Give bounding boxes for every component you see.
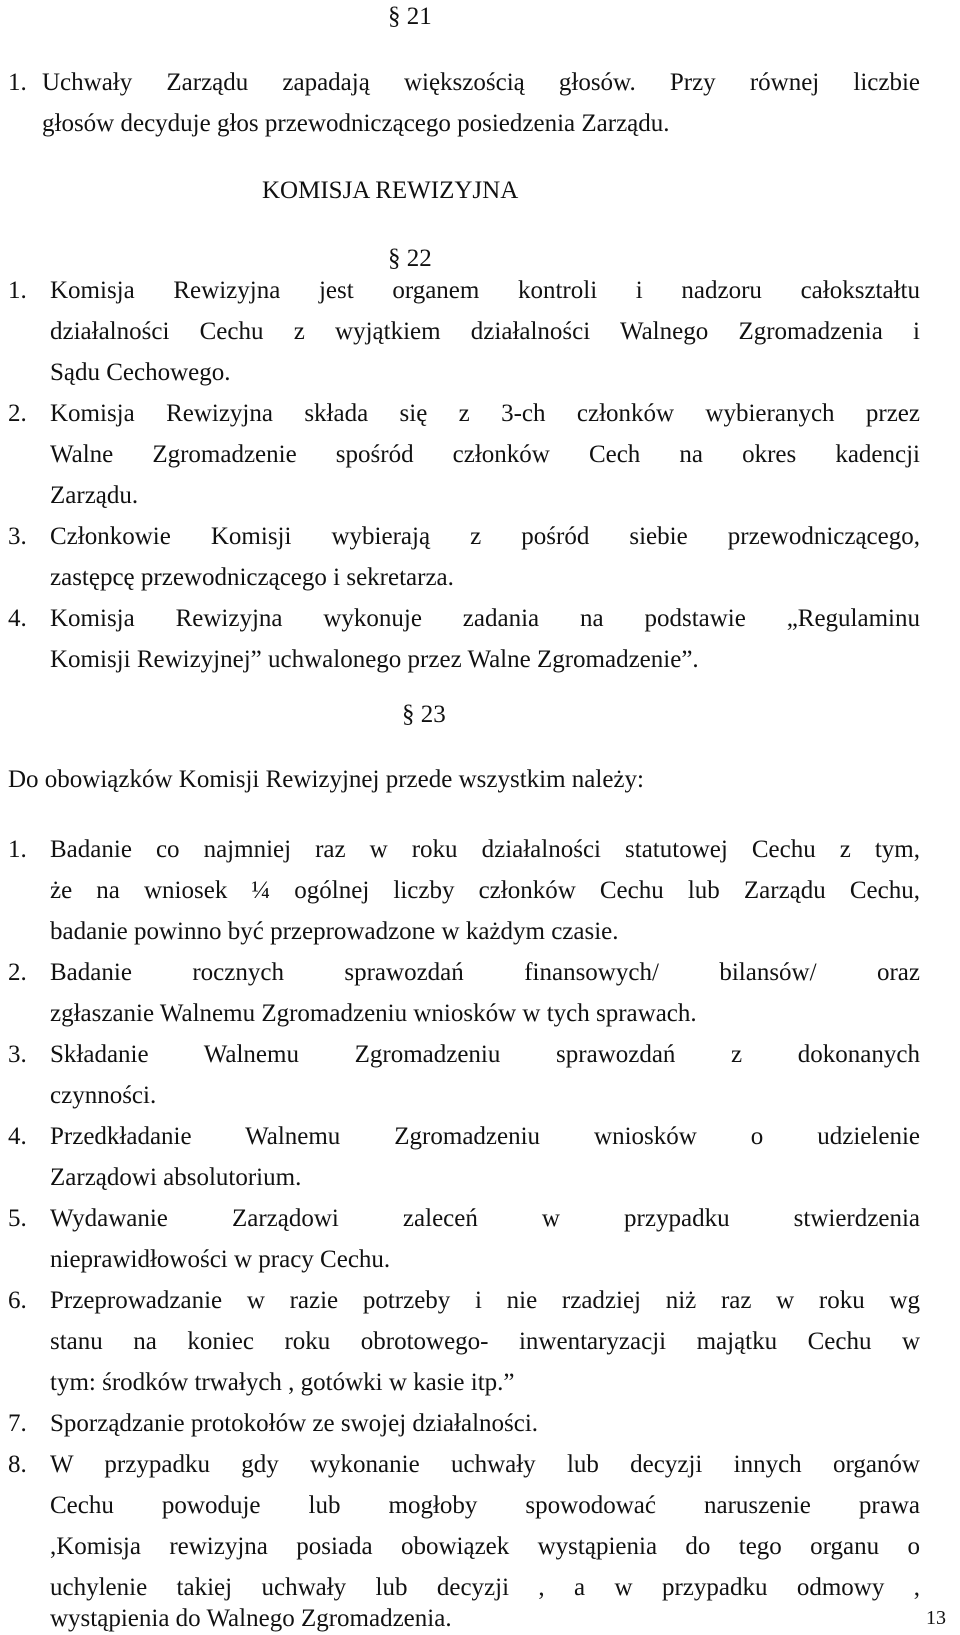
section-number: 21 — [406, 3, 432, 30]
s22-item-2-line: Zarządu. — [50, 482, 139, 509]
s22-item-4-line: Komisji Rewizyjnej” uchwalonego przez Walne Zgromadzenie”. — [50, 646, 699, 673]
s23-item-8-line: W przypadku gdy wykonanie uchwały lub decyzji innych organów — [50, 1451, 920, 1478]
s22-item-3-line: Członkowie Komisji wybierają z pośród siebie przewodniczącego, — [50, 523, 920, 550]
s22-item-4-number: 4. — [8, 605, 27, 632]
s23-item-3-line: czynności. — [50, 1082, 157, 1109]
s22-item-1-line: Komisja Rewizyjna jest organem kontroli i nadzoru całokształtu — [50, 277, 920, 304]
s22-item-3-line: zastępcę przewodniczącego i sekretarza. — [50, 564, 454, 591]
s23-item-2-line: zgłaszanie Walnemu Zgromadzeniu wniosków w tych sprawach. — [50, 1000, 697, 1027]
s23-item-6-line: tym: środków trwałych , gotówki w kasie itp.” — [50, 1369, 515, 1396]
s23-item-7-line: Sporządzanie protokołów ze swojej działalności. — [50, 1410, 539, 1437]
section-number: 23 — [420, 701, 446, 728]
s23-item-6-number: 6. — [8, 1287, 27, 1314]
s22-item-2-line: Walne Zgromadzenie spośród członków Cech na okres kadencji — [50, 441, 920, 468]
section-sign: § — [388, 245, 401, 272]
s23-item-4-number: 4. — [8, 1123, 27, 1150]
section-sign: § — [388, 3, 401, 30]
s22-item-1-number: 1. — [8, 277, 27, 304]
section-21-heading — [388, 2, 432, 32]
page-number: 13 — [926, 1607, 946, 1629]
s23-item-3-number: 3. — [8, 1041, 27, 1068]
section-23-heading — [402, 700, 446, 730]
heading-komisja-rewizyjna: KOMISJA REWIZYJNA — [262, 177, 519, 204]
s22-item-1-line: Sądu Cechowego. — [50, 359, 231, 386]
s23-item-3-line: Składanie Walnemu Zgromadzeniu sprawozdań z dokonanych — [50, 1041, 920, 1068]
s22-item-2-number: 2. — [8, 400, 27, 427]
s23-item-6-line: stanu na koniec roku obrotowego- inwentaryzacji majątku Cechu w — [50, 1328, 920, 1355]
section-number: 22 — [406, 245, 432, 272]
s23-item-1-line: badanie powinno być przeprowadzone w każdym czasie. — [50, 918, 619, 945]
s23-item-2-line: Badanie rocznych sprawozdań finansowych/ bilansów/ oraz — [50, 959, 920, 986]
s23-item-1-line: że na wniosek ¼ ogólnej liczby członków Cechu lub Zarządu Cechu, — [50, 877, 920, 904]
s23-item-5-line: Wydawanie Zarządowi zaleceń w przypadku stwierdzenia — [50, 1205, 920, 1232]
s21-item-1-number: 1. — [8, 69, 27, 96]
s21-item-1-line: Uchwały Zarządu zapadają większością głosów. Przy równej liczbie — [42, 69, 920, 96]
s23-item-4-line: Zarządowi absolutorium. — [50, 1164, 302, 1191]
s23-item-8-number: 8. — [8, 1451, 27, 1478]
s23-item-8-line: uchylenie takiej uchwały lub decyzji , a w przypadku odmowy , — [50, 1574, 920, 1601]
s23-intro: Do obowiązków Komisji Rewizyjnej przede wszystkim należy: — [8, 766, 644, 793]
s21-item-1-line: głosów decyduje głos przewodniczącego posiedzenia Zarządu. — [42, 110, 670, 137]
s23-item-1-line: Badanie co najmniej raz w roku działalności statutowej Cechu z tym, — [50, 836, 920, 863]
s22-item-4-line: Komisja Rewizyjna wykonuje zadania na podstawie „Regulaminu — [50, 605, 920, 632]
s23-item-2-number: 2. — [8, 959, 27, 986]
section-22-heading — [388, 244, 432, 274]
s23-item-8-line: Cechu powoduje lub mogłoby spowodować naruszenie prawa — [50, 1492, 920, 1519]
s22-item-1-line: działalności Cechu z wyjątkiem działalności Walnego Zgromadzenia i — [50, 318, 920, 345]
s22-item-3-number: 3. — [8, 523, 27, 550]
s23-item-8-line: ,Komisja rewizyjna posiada obowiązek wystąpienia do tego organu o — [50, 1533, 920, 1560]
s23-item-5-line: nieprawidłowości w pracy Cechu. — [50, 1246, 391, 1273]
s23-item-1-number: 1. — [8, 836, 27, 863]
section-sign: § — [402, 701, 415, 728]
s23-item-5-number: 5. — [8, 1205, 27, 1232]
s23-item-7-number: 7. — [8, 1410, 27, 1437]
s23-item-6-line: Przeprowadzanie w razie potrzeby i nie rzadziej niż raz w roku wg — [50, 1287, 920, 1314]
s22-item-2-line: Komisja Rewizyjna składa się z 3-ch członków wybieranych przez — [50, 400, 920, 427]
s23-item-8-line: wystąpienia do Walnego Zgromadzenia. — [50, 1605, 452, 1632]
s23-item-4-line: Przedkładanie Walnemu Zgromadzeniu wniosków o udzielenie — [50, 1123, 920, 1150]
